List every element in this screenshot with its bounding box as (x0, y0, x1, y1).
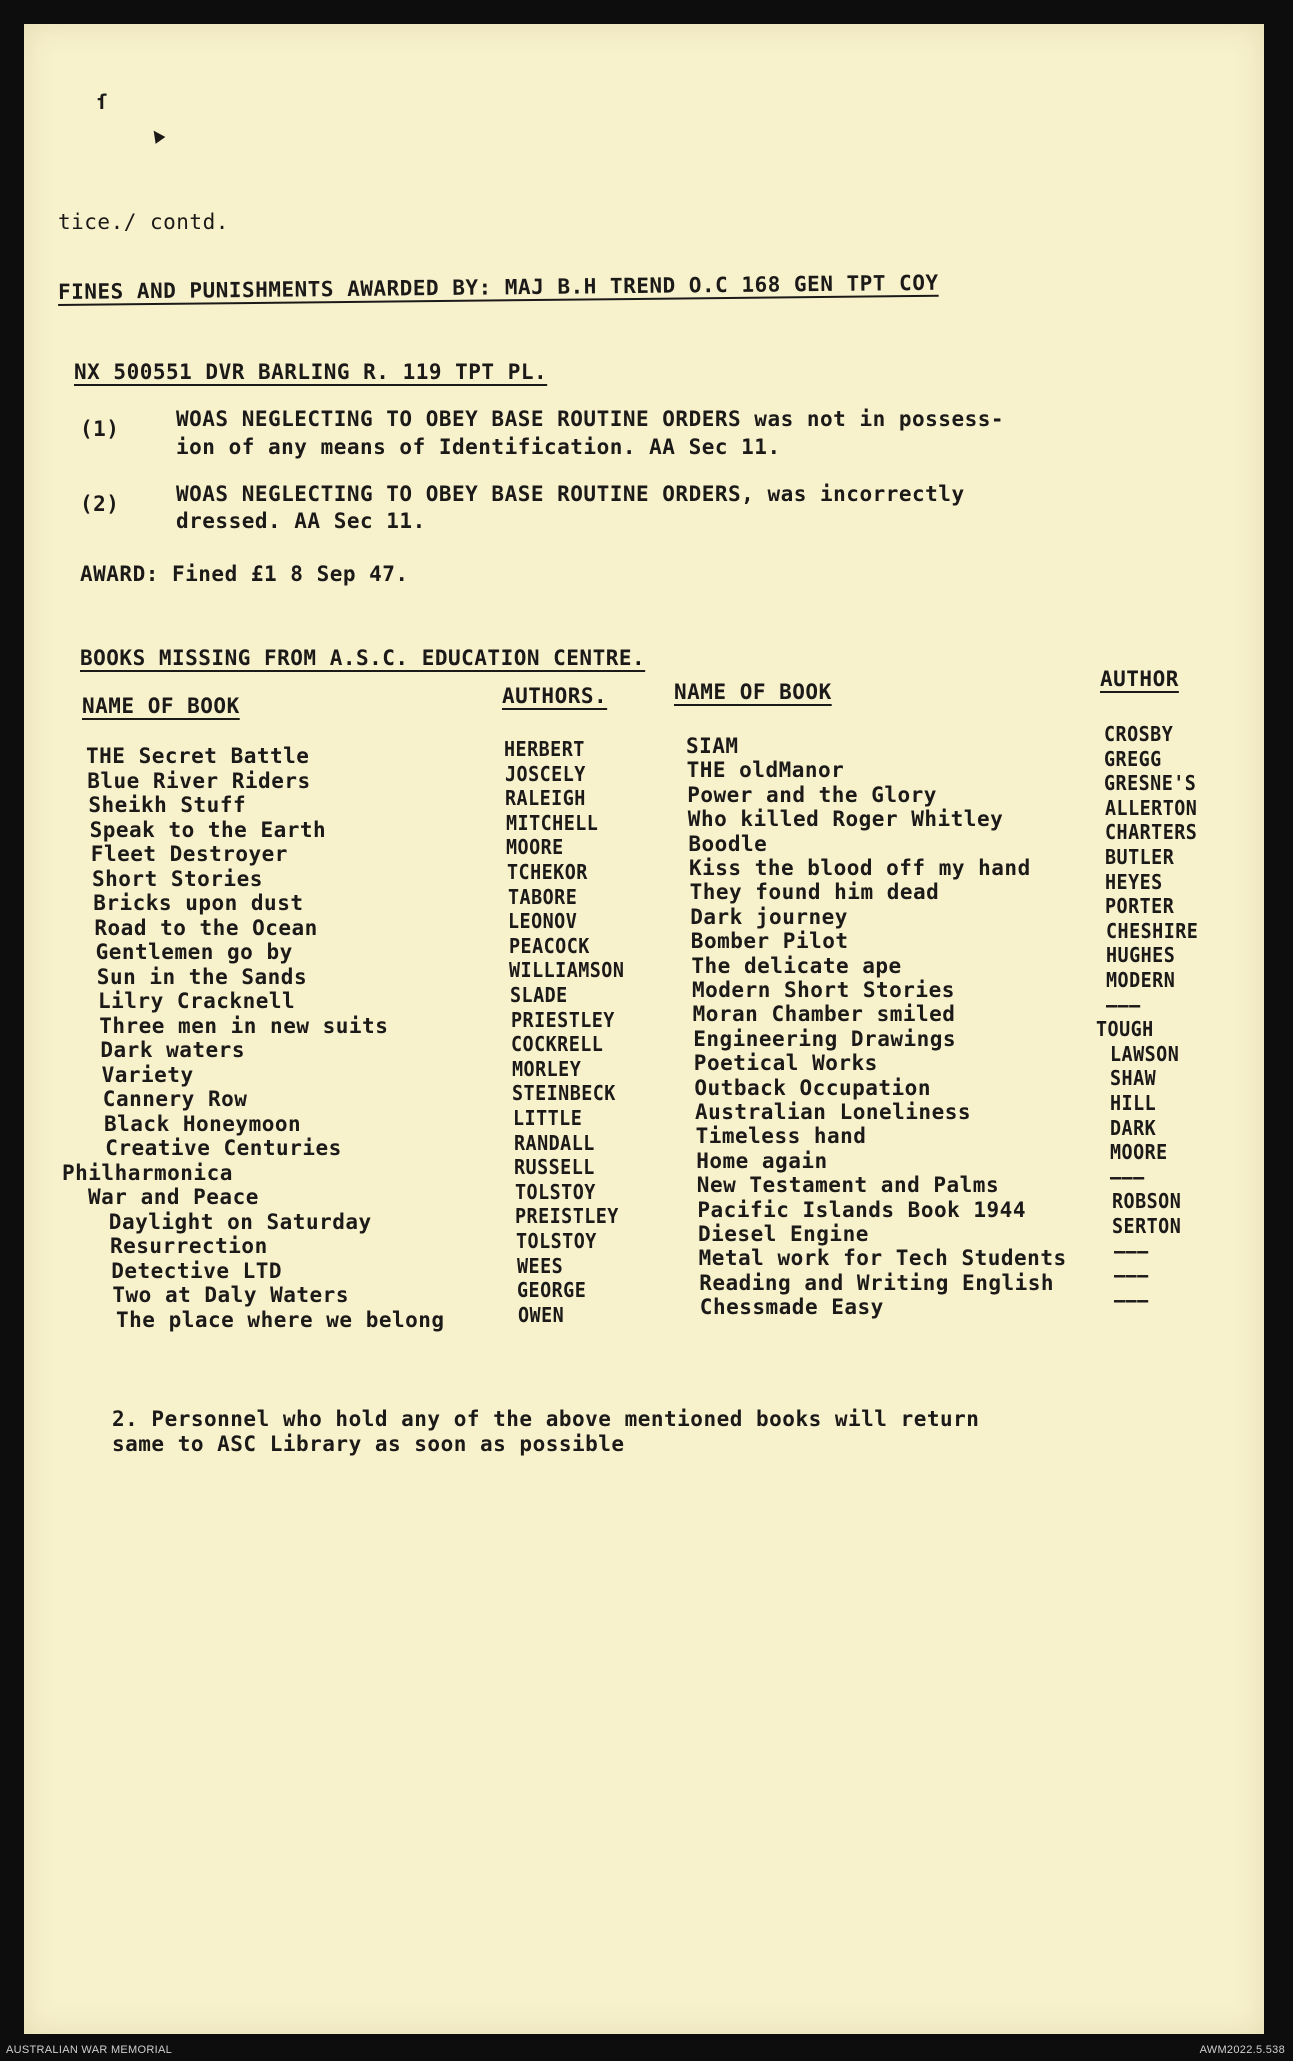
book-author: WILLIAMSON (509, 958, 625, 983)
book-author: WEES (516, 1253, 563, 1278)
book-title: Variety (101, 1062, 194, 1087)
book-title: Australian Loneliness (695, 1100, 972, 1124)
book-title: They found him dead (689, 880, 940, 905)
col-header-author: AUTHOR (1100, 667, 1179, 691)
book-author: MORLEY (511, 1056, 582, 1081)
book-author: ——— (1114, 1263, 1149, 1288)
book-title: Kiss the blood off my hand (689, 856, 1031, 880)
book-author: HEYES (1105, 869, 1163, 894)
book-title: Modern Short Stories (692, 978, 955, 1002)
charge-number: (1) (80, 417, 120, 441)
book-author: PEACOCK (508, 933, 590, 958)
book-title: Gentlemen go by (95, 940, 293, 964)
book-author: TOLSTOY (514, 1179, 596, 1204)
book-title: Black Honeymoon (104, 1111, 302, 1136)
book-author: SHAW (1110, 1066, 1157, 1091)
book-author: SERTON (1112, 1214, 1182, 1238)
book-author: ——— (1110, 1164, 1145, 1189)
book-author: OWEN (517, 1302, 564, 1327)
book-author: RUSSELL (514, 1155, 595, 1180)
book-author: COCKRELL (511, 1032, 604, 1057)
book-title: Who killed Roger Whitley (687, 807, 1004, 832)
document-page (24, 24, 1264, 2034)
book-title: Resurrection (110, 1234, 268, 1258)
footer-reference: AWM2022.5.538 (1199, 2044, 1285, 2056)
book-author: MOORE (1110, 1140, 1168, 1165)
book-title: Sun in the Sands (96, 964, 308, 989)
book-title: Road to the Ocean (94, 915, 318, 940)
book-author: ALLERTON (1104, 795, 1197, 820)
book-title: Sheikh Stuff (88, 793, 247, 817)
book-author: TOLSTOY (516, 1229, 597, 1253)
books-heading: BOOKS MISSING FROM A.S.C. EDUCATION CENTRE. (80, 646, 646, 670)
book-author: MOORE (506, 835, 565, 860)
book-title: THE Secret Battle (86, 744, 310, 768)
book-title: Chessmade Easy (699, 1295, 884, 1320)
book-title: Dark journey (690, 904, 848, 929)
book-author: GREGG (1104, 746, 1162, 771)
charge-number: (2) (80, 492, 120, 516)
stray-mark: ſ (96, 90, 109, 114)
book-author: HILL (1110, 1091, 1157, 1115)
award-line: AWARD: Fined £1 8 Sep 47. (80, 562, 409, 586)
book-title: Bomber Pilot (690, 929, 849, 954)
charge-text: WOAS NEGLECTING TO OBEY BASE ROUTINE ORDERS was not in possess- (176, 407, 1005, 431)
contd-text: tice./ contd. (58, 210, 229, 234)
book-title: Metal work for Tech Students (698, 1246, 1067, 1271)
book-author: PRIESTLEY (510, 1007, 615, 1032)
book-author: GRESNE'S (1104, 771, 1197, 796)
book-title: Boodle (688, 831, 768, 856)
offender-line: NX 500551 DVR BARLING R. 119 TPT PL. (74, 360, 548, 384)
book-title: Poetical Works (693, 1051, 878, 1076)
book-author: TABORE (507, 884, 577, 909)
note-line: same to ASC Library as soon as possible (112, 1432, 625, 1456)
book-title: Detective LTD (111, 1258, 283, 1283)
book-author: MITCHELL (505, 810, 599, 835)
book-title: Reading and Writing English (699, 1270, 1055, 1295)
book-author: RANDALL (513, 1130, 595, 1155)
book-author: ROBSON (1112, 1189, 1182, 1214)
book-author: LITTLE (513, 1106, 583, 1130)
book-title: Fleet Destroyer (90, 842, 288, 866)
book-author: TCHEKOR (507, 860, 588, 884)
book-author: DARK (1110, 1115, 1157, 1140)
book-author: SLADE (510, 983, 568, 1007)
book-title: The delicate ape (691, 953, 902, 978)
book-author: GEORGE (517, 1278, 587, 1303)
book-title: Cannery Row (102, 1087, 248, 1111)
book-title: Two at Daly Waters (112, 1283, 349, 1307)
charge-text: ion of any means of Identification. AA Sec 11. (176, 435, 781, 459)
book-title: THE oldManor (686, 758, 845, 783)
book-title: Speak to the Earth (89, 817, 327, 842)
footer-source: AUSTRALIAN WAR MEMORIAL (6, 2044, 173, 2056)
book-author: ——— (1114, 1287, 1149, 1312)
book-author: HUGHES (1105, 943, 1176, 968)
book-author: JOSCELY (504, 761, 586, 786)
charge-text: dressed. AA Sec 11. (176, 509, 426, 533)
book-author: RALEIGH (505, 786, 586, 811)
book-title: Timeless hand (695, 1124, 867, 1149)
book-author: CROSBY (1104, 722, 1174, 746)
fines-heading: FINES AND PUNISHMENTS AWARDED BY: MAJ B.H TREND O.C 168 GEN TPT COY (57, 270, 939, 304)
book-title: New Testament and Palms (696, 1173, 1000, 1198)
book-author: BUTLER (1105, 845, 1175, 869)
book-title: Bricks upon dust (93, 891, 304, 915)
book-title: Creative Centuries (105, 1136, 342, 1160)
book-title: The place where we belong (116, 1307, 445, 1332)
book-author: CHARTERS (1104, 820, 1198, 845)
book-title: Short Stories (92, 866, 263, 891)
book-title: Home again (696, 1148, 828, 1173)
book-title: Three men in new suits (99, 1013, 389, 1038)
book-author: HERBERT (504, 737, 585, 761)
book-author: LEONOV (508, 909, 578, 934)
charge-text: WOAS NEGLECTING TO OBEY BASE ROUTINE ORDERS, was incorrectly (176, 482, 965, 506)
book-author: PORTER (1105, 894, 1175, 919)
col-header-authors: AUTHORS. (502, 684, 608, 708)
book-title: Dark waters (100, 1038, 245, 1062)
book-author: STEINBECK (512, 1081, 617, 1106)
col-header-name: NAME OF BOOK (674, 680, 832, 704)
book-author: TOUGH (1096, 1017, 1154, 1042)
note-line: 2. Personnel who hold any of the above mentioned books will return (112, 1407, 980, 1431)
stray-mark: ▲ (144, 120, 168, 148)
book-author: ——— (1114, 1238, 1149, 1263)
book-title: Lilry Cracknell (98, 989, 296, 1013)
book-title: Engineering Drawings (693, 1026, 957, 1051)
book-author: LAWSON (1110, 1041, 1180, 1066)
book-author: CHESHIRE (1105, 918, 1198, 943)
book-author: MODERN (1106, 968, 1176, 992)
book-title: Moran Chamber smiled (692, 1002, 956, 1027)
book-title: SIAM (686, 734, 739, 758)
book-author: ——— (1106, 992, 1141, 1017)
book-title: Blue River Riders (87, 768, 311, 793)
book-author: PREISTLEY (515, 1204, 620, 1229)
col-header-name: NAME OF BOOK (82, 694, 240, 718)
book-title: Diesel Engine (698, 1222, 869, 1246)
book-title: Daylight on Saturday (108, 1209, 372, 1234)
book-title: Power and the Glory (687, 782, 937, 807)
book-title: Pacific Islands Book 1944 (697, 1197, 1026, 1222)
book-title: Philharmonica (62, 1160, 233, 1185)
book-title: Outback Occupation (694, 1075, 931, 1100)
book-title: War and Peace (88, 1185, 259, 1209)
